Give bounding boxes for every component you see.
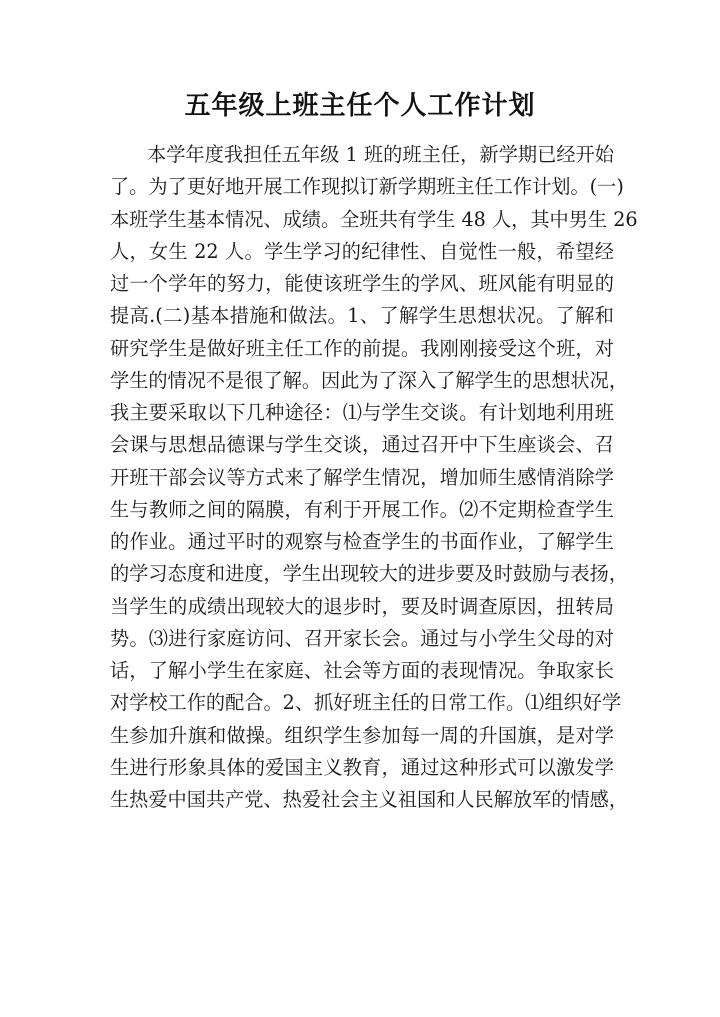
body-line: 提高.(二)基本措施和做法。1、了解学生思想状况。了解和 xyxy=(110,304,614,328)
body-line: 本班学生基本情况、成绩。全班共有学生 48 人，其中男生 26 xyxy=(110,207,638,231)
body-line: 开班干部会议等方式来了解学生情况，增加师生感情消除学 xyxy=(110,465,614,489)
body-line: 我主要采取以下几种途径：⑴与学生交谈。有计划地利用班 xyxy=(110,401,614,424)
body-line: 生进行形象具体的爱国主义教育，通过这种形式可以激发学 xyxy=(110,755,614,779)
body-line: 研究学生是做好班主任工作的前提。我刚刚接受这个班，对 xyxy=(110,336,614,360)
body-line: 当学生的成绩出现较大的退步时，要及时调查原因，扭转局 xyxy=(110,594,614,618)
document-title: 五年级上班主任个人工作计划 xyxy=(184,91,536,121)
body-line: 势。⑶进行家庭访问、召开家长会。通过与小学生父母的对 xyxy=(110,626,614,650)
document-body xyxy=(110,139,638,816)
body-line: 生与教师之间的隔膜，有利于开展工作。⑵不定期检查学生 xyxy=(110,497,614,521)
body-line: 生热爱中国共产党、热爱社会主义祖国和人民解放军的情感， xyxy=(110,788,629,811)
body-line: 人，女生 22 人。学生学习的纪律性、自觉性一般，希望经 xyxy=(110,239,614,263)
body-line: 话，了解小学生在家庭、社会等方面的表现情况。争取家长 xyxy=(110,659,614,682)
body-line: 过一个学年的努力，能使该班学生的学风、班风能有明显的 xyxy=(110,272,614,295)
body-line: 会课与思想品德课与学生交谈，通过召开中下生座谈会、召 xyxy=(110,433,614,457)
body-line: 了。为了更好地开展工作现拟订新学期班主任工作计划。(一) xyxy=(110,175,624,199)
body-line: 的作业。通过平时的观察与检查学生的书面作业，了解学生 xyxy=(110,530,614,553)
body-line: 本学年度我担任五年级 1 班的班主任，新学期已经开始 xyxy=(147,143,614,166)
body-line: 生参加升旗和做操。组织学生参加每一周的升国旗，是对学 xyxy=(110,723,614,747)
body-line: 学生的情况不是很了解。因此为了深入了解学生的思想状况， xyxy=(110,368,629,392)
body-line: 的学习态度和进度，学生出现较大的进步要及时鼓励与表扬， xyxy=(110,562,629,586)
body-line: 对学校工作的配合。2、抓好班主任的日常工作。⑴组织好学 xyxy=(110,691,622,715)
